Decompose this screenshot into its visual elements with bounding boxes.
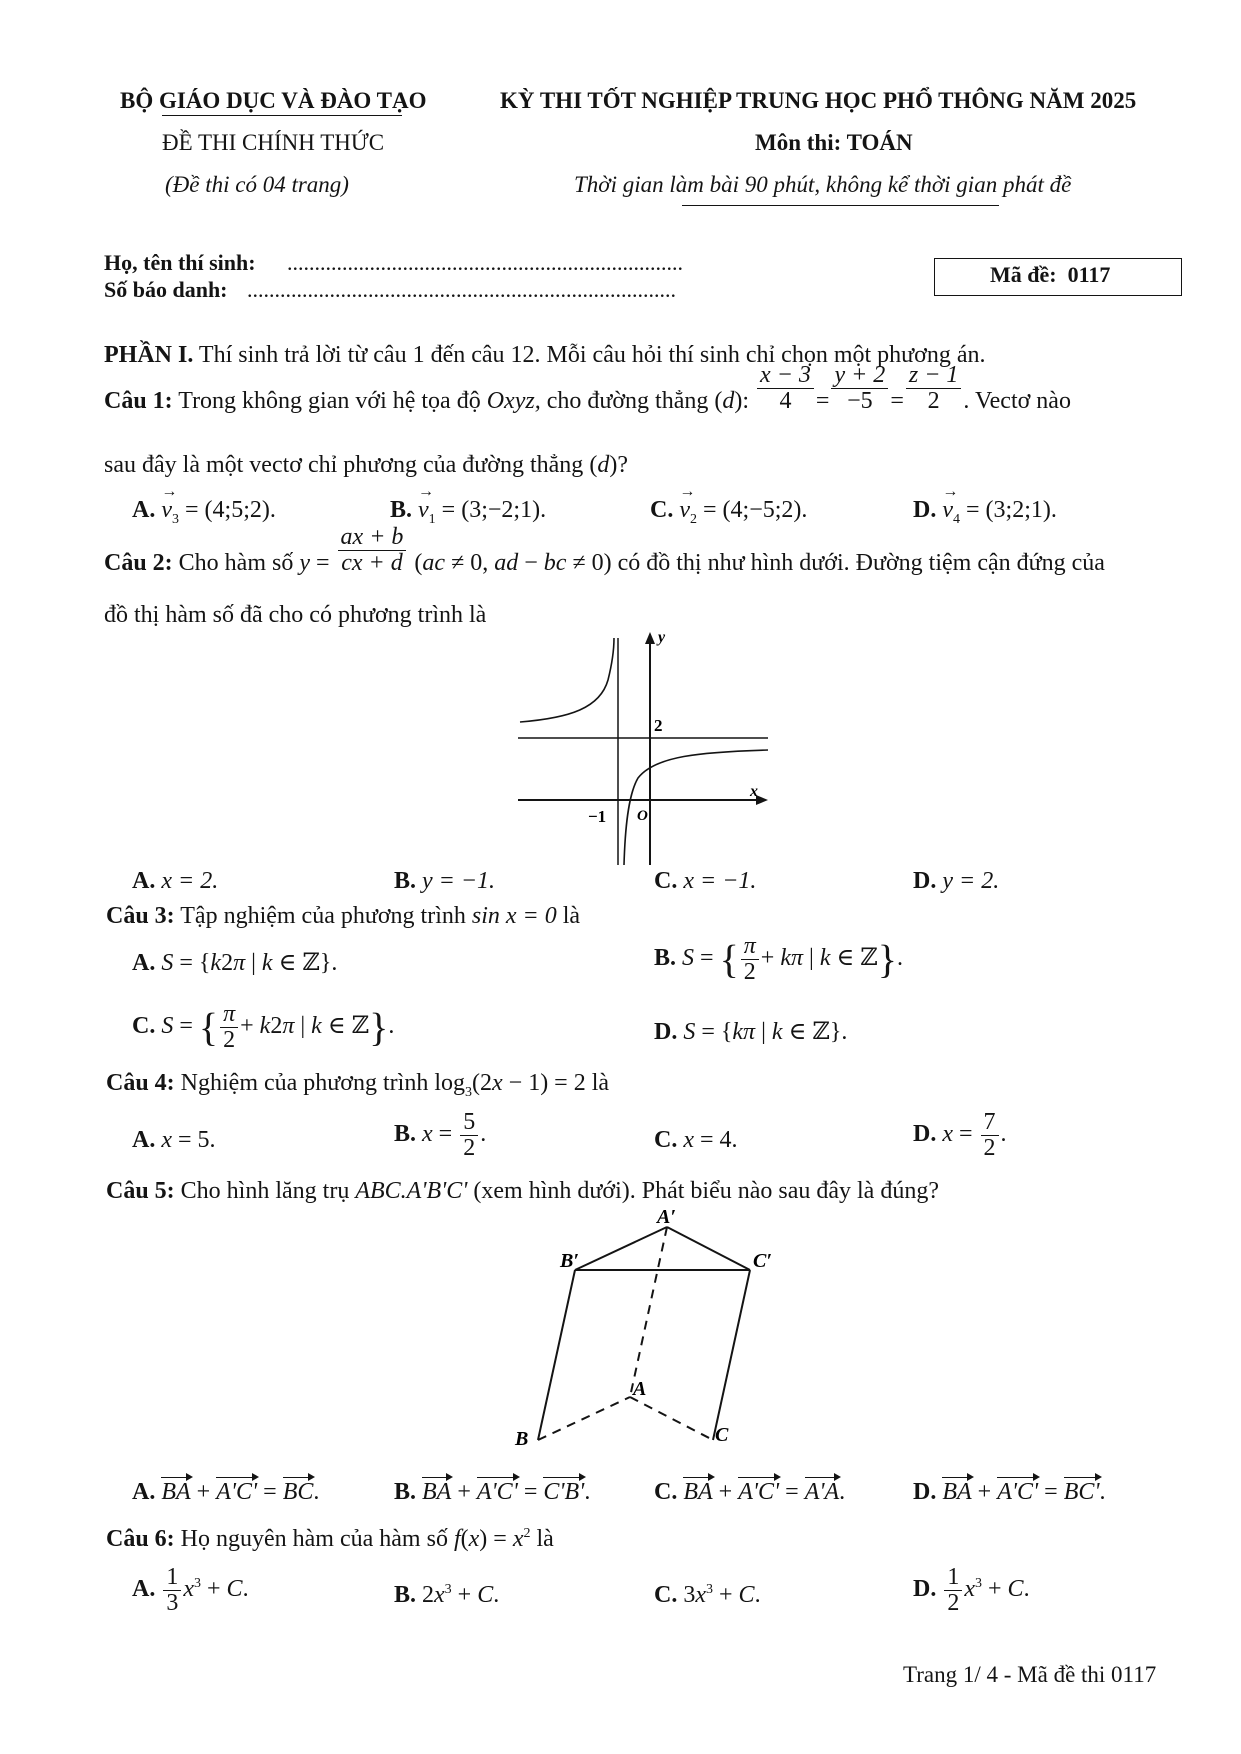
time-underline	[682, 205, 999, 206]
q2-graph-x-label: x	[750, 783, 758, 800]
candidate-id-dots: ..............................................................................	[247, 277, 676, 302]
q5-option-d[interactable]: D. BA + A'C' = BC'.	[913, 1479, 1106, 1505]
q6-option-c[interactable]: C. $3x^3 + C$.	[654, 1582, 761, 1608]
q5-label-c: C	[715, 1424, 729, 1446]
q4-option-b[interactable]: B. x = $\frac{5}{2}$ .	[394, 1109, 487, 1162]
q1-option-c[interactable]: C. → $v_2$ = (4;−5;2).	[650, 497, 807, 528]
q5-label-c1: C′	[753, 1250, 772, 1272]
q6-stem: Câu 6: Họ nguyên hàm của hàm số $f(x) = x^2$ là	[106, 1526, 554, 1552]
q5-option-b[interactable]: B. BA + A'C' = C'B'.	[394, 1479, 591, 1505]
q2-graph	[510, 630, 775, 870]
q1-option-d[interactable]: D. → $v_4$ = (3;2;1).	[913, 497, 1057, 528]
q2-graph-y-label: y	[658, 629, 666, 646]
q4-option-d[interactable]: D. x = $\frac{7}{2}$ .	[913, 1109, 1007, 1162]
ministry-underline	[162, 115, 402, 116]
subject-label: Môn thi: TOÁN	[755, 130, 913, 155]
q1-stem: Câu 1: Trong không gian với hệ tọa độ Oxyz, cho đường thẳng (d): $\frac{x - 3}{4}$ = $\frac{y + 2}{-5}$ = $\frac{z - 1}{2}$ . Vectơ nào	[104, 361, 1071, 414]
part1-instructions: PHẦN I. Thí sinh trả lời từ câu 1 đến câu 12. Mỗi câu hỏi thí sinh chỉ chọn một phương án.	[104, 342, 986, 368]
page-footer: Trang 1/ 4 - Mã đề thi 0117	[903, 1662, 1157, 1687]
ministry-name: BỘ GIÁO DỤC VÀ ĐÀO TẠO	[120, 88, 427, 113]
q5-stem: Câu 5: Cho hình lăng trụ ABC.A'B'C' (xem hình dưới). Phát biểu nào sau đây là đúng?	[106, 1178, 939, 1204]
q5-label-a1: A′	[657, 1206, 676, 1228]
q2-option-d[interactable]: D. y = 2.	[913, 868, 1000, 894]
q5-label-a: A	[633, 1378, 647, 1400]
q2-stem-line2: đồ thị hàm số đã cho có phương trình là	[104, 602, 487, 628]
q5-option-a[interactable]: A. BA + A'C' = BC.	[132, 1479, 320, 1505]
exam-title: KỲ THI TỐT NGHIỆP TRUNG HỌC PHỔ THÔNG NĂM 2025	[500, 88, 1137, 113]
q6-option-a[interactable]: A. $\frac{1}{3}$ $x^3 + C$.	[132, 1564, 249, 1617]
official-exam-label: ĐỀ THI CHÍNH THỨC	[162, 130, 385, 155]
page-count-note: (Đề thi có 04 trang)	[165, 172, 349, 197]
q3-option-c[interactable]: C. S = { $\frac{\pi}{2}$ + k2π | k ∈ ℤ}.	[132, 1001, 395, 1054]
q3-stem: Câu 3: Tập nghiệm của phương trình sin x = 0 là	[106, 903, 581, 929]
q2-option-c[interactable]: C. x = −1.	[654, 868, 757, 894]
candidate-name-dots: ........................................................................	[287, 250, 683, 275]
q4-stem: Câu 4: Nghiệm của phương trình $\log_3(2x - 1) = 2$ là	[106, 1070, 610, 1100]
q2-graph-minus-one-label: −1	[588, 807, 607, 826]
candidate-name-label: Họ, tên thí sinh:	[104, 250, 256, 275]
q3-option-a[interactable]: A. S = {k2π | k ∈ ℤ}.	[132, 950, 338, 976]
candidate-id-label: Số báo danh:	[104, 277, 228, 302]
q5-option-c[interactable]: C. BA + A'C' = A'A.	[654, 1479, 846, 1505]
q5-label-b: B	[515, 1428, 529, 1450]
q2-stem: Câu 2: Cho hàm số y = $\frac{ax + b}{cx + d}$ (ac ≠ 0, ad − bc ≠ 0) có đồ thị như hình dưới. Đường tiệm cận đứng của	[104, 523, 1105, 576]
exam-code: Mã đề: 0117	[990, 262, 1111, 287]
time-note: Thời gian làm bài 90 phút, không kể thời gian phát đề	[574, 172, 1072, 197]
q5-prism-figure	[505, 1205, 772, 1450]
q4-option-c[interactable]: C. x = 4.	[654, 1127, 738, 1153]
q1-option-a[interactable]: A. → $v_3$ = (4;5;2).	[132, 497, 276, 528]
q6-option-d[interactable]: D. $\frac{1}{2}$ $x^3 + C$.	[913, 1564, 1030, 1617]
q2-option-a[interactable]: A. x = 2.	[132, 868, 219, 894]
q2-graph-two-label: 2	[654, 716, 663, 735]
q1-option-b[interactable]: B. → $v_1$ = (3;−2;1).	[390, 497, 546, 528]
q4-option-a[interactable]: A. x = 5.	[132, 1127, 216, 1153]
q3-option-b[interactable]: B. S = { $\frac{\pi}{2}$ + kπ | k ∈ ℤ}.	[654, 933, 903, 986]
q2-option-b[interactable]: B. y = −1.	[394, 868, 496, 894]
q1-stem-line2: sau đây là một vectơ chỉ phương của đường thẳng (d)?	[104, 452, 628, 478]
q3-option-d[interactable]: D. S = {kπ | k ∈ ℤ}.	[654, 1019, 848, 1045]
q6-option-b[interactable]: B. $2x^3 + C$.	[394, 1582, 500, 1608]
q2-graph-origin-label: O	[637, 808, 648, 824]
q5-label-b1: B′	[560, 1250, 579, 1272]
